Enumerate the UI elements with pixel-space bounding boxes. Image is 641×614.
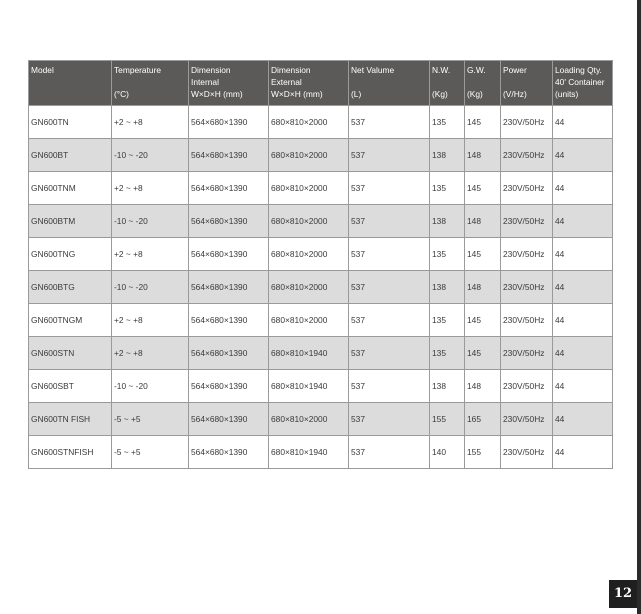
table-cell: 44 [553,106,613,139]
column-header-line: W×D×H (mm) [191,89,243,99]
table-cell: 44 [553,172,613,205]
table-cell: 138 [430,370,465,403]
column-header-line: External [271,77,302,87]
table-row [29,172,613,205]
column-header-line: 40' Container [555,77,605,87]
table-cell: 145 [465,172,501,205]
table-cell: 145 [465,337,501,370]
table-row [29,205,613,238]
table-cell: 537 [349,304,430,337]
table-cell: GN600TNGM [29,304,112,337]
table-cell: GN600BTG [29,271,112,304]
page-number: 12 [609,580,637,608]
table-cell: 230V/50Hz [501,205,553,238]
table-cell: -10 ~ -20 [112,370,189,403]
table-cell: 537 [349,337,430,370]
table-cell: 537 [349,106,430,139]
table-cell: -10 ~ -20 [112,271,189,304]
column-header-line: Dimension [191,65,231,75]
table-cell: 537 [349,238,430,271]
column-header-line [467,76,500,88]
column-header-line: Power [503,65,527,75]
table-cell: 230V/50Hz [501,172,553,205]
column-header [501,61,553,106]
table-row [29,370,613,403]
table-header [29,61,613,106]
column-header-line: (L) [351,89,362,99]
table-cell: GN600TNM [29,172,112,205]
column-header-line: N.W. [432,65,451,75]
table-cell: 564×680×1390 [189,238,269,271]
column-header-line: (V/Hz) [503,89,527,99]
table-cell: 230V/50Hz [501,271,553,304]
table-cell: 148 [465,205,501,238]
column-header-line [31,88,111,100]
header-row [29,61,613,106]
table-cell: GN600SBT [29,370,112,403]
table-cell: 135 [430,238,465,271]
table-cell: 140 [430,436,465,469]
column-header-line: Internal [191,77,219,87]
table-cell: 564×680×1390 [189,403,269,436]
column-header [349,61,430,106]
table-cell: -10 ~ -20 [112,205,189,238]
table-cell: 680×810×2000 [269,304,349,337]
table-cell: 135 [430,337,465,370]
table-cell: 680×810×1940 [269,436,349,469]
table-cell: 537 [349,436,430,469]
table-cell: 230V/50Hz [501,403,553,436]
column-header-line [351,76,429,88]
table-cell: 680×810×2000 [269,172,349,205]
column-header-line: Temperature [114,65,162,75]
table-cell: 564×680×1390 [189,436,269,469]
table-cell: 44 [553,403,613,436]
table-cell: 44 [553,436,613,469]
table-cell: 564×680×1390 [189,304,269,337]
column-header-line [432,76,464,88]
table-cell: 537 [349,139,430,172]
column-header-line: G.W. [467,65,486,75]
table-row [29,304,613,337]
table-cell: GN600BT [29,139,112,172]
column-header-line: Dimension [271,65,311,75]
table-cell: 564×680×1390 [189,172,269,205]
column-header-line: Model [31,65,54,75]
table-cell: 537 [349,172,430,205]
table-cell: 145 [465,106,501,139]
page-edge [637,0,641,614]
table-row [29,337,613,370]
table-row [29,271,613,304]
column-header-line: Net Valume [351,65,395,75]
table-cell: 230V/50Hz [501,370,553,403]
table-cell: GN600TNG [29,238,112,271]
table-cell: 537 [349,205,430,238]
table-cell: 44 [553,304,613,337]
table-cell: 537 [349,271,430,304]
column-header-line: W×D×H (mm) [271,89,323,99]
table-cell: 138 [430,205,465,238]
table-cell: +2 ~ +8 [112,238,189,271]
column-header [112,61,189,106]
table-cell: 564×680×1390 [189,370,269,403]
column-header-line: (Kg) [467,89,483,99]
table-cell: GN600TN [29,106,112,139]
table-cell: 230V/50Hz [501,304,553,337]
table-cell: 165 [465,403,501,436]
table-cell: GN600STNFISH [29,436,112,469]
table-cell: 564×680×1390 [189,337,269,370]
table-cell: 680×810×2000 [269,271,349,304]
table-cell: 230V/50Hz [501,139,553,172]
table-cell: 230V/50Hz [501,337,553,370]
table-cell: GN600TN FISH [29,403,112,436]
table-cell: 135 [430,304,465,337]
table-cell: 44 [553,205,613,238]
table-cell: 44 [553,370,613,403]
table-cell: 680×810×2000 [269,403,349,436]
column-header [430,61,465,106]
table-cell: 138 [430,139,465,172]
column-header-line: (°C) [114,89,129,99]
table-cell: 135 [430,106,465,139]
column-header [189,61,269,106]
specification-table [28,60,613,469]
table-cell: 230V/50Hz [501,436,553,469]
table-cell: 138 [430,271,465,304]
table-cell: +2 ~ +8 [112,106,189,139]
table-row [29,238,613,271]
table-cell: 230V/50Hz [501,238,553,271]
table-cell: -5 ~ +5 [112,403,189,436]
column-header [553,61,613,106]
table-cell: 148 [465,271,501,304]
column-header [269,61,349,106]
table-row [29,139,613,172]
table-cell: 564×680×1390 [189,205,269,238]
table-cell: +2 ~ +8 [112,337,189,370]
table-cell: 537 [349,370,430,403]
table-cell: 44 [553,337,613,370]
table-cell: 680×810×2000 [269,205,349,238]
table-row [29,106,613,139]
column-header-line [114,76,188,88]
table-body [29,106,613,469]
table-cell: -5 ~ +5 [112,436,189,469]
table-cell: 564×680×1390 [189,139,269,172]
table-cell: 680×810×2000 [269,106,349,139]
table-cell: 680×810×2000 [269,238,349,271]
table-cell: GN600BTM [29,205,112,238]
table-cell: 145 [465,238,501,271]
table-cell: +2 ~ +8 [112,304,189,337]
table-cell: 145 [465,304,501,337]
table-cell: 44 [553,238,613,271]
column-header-line: (Kg) [432,89,448,99]
table-row [29,403,613,436]
table-cell: -10 ~ -20 [112,139,189,172]
table-cell: 680×810×1940 [269,370,349,403]
column-header [29,61,112,106]
table-cell: 155 [465,436,501,469]
table-cell: 680×810×2000 [269,139,349,172]
table-cell: 155 [430,403,465,436]
table-cell: 135 [430,172,465,205]
table-cell: 148 [465,370,501,403]
table-cell: 680×810×1940 [269,337,349,370]
table-cell: 230V/50Hz [501,106,553,139]
table-cell: 148 [465,139,501,172]
column-header-line [503,76,552,88]
table-cell: 564×680×1390 [189,106,269,139]
table-cell: 537 [349,403,430,436]
table-cell: 44 [553,271,613,304]
column-header-line [31,76,111,88]
table-cell: 564×680×1390 [189,271,269,304]
table-cell: 44 [553,139,613,172]
table-row [29,436,613,469]
column-header [465,61,501,106]
table-cell: +2 ~ +8 [112,172,189,205]
table-cell: GN600STN [29,337,112,370]
column-header-line: Loading Qty. [555,65,602,75]
column-header-line: (units) [555,89,579,99]
